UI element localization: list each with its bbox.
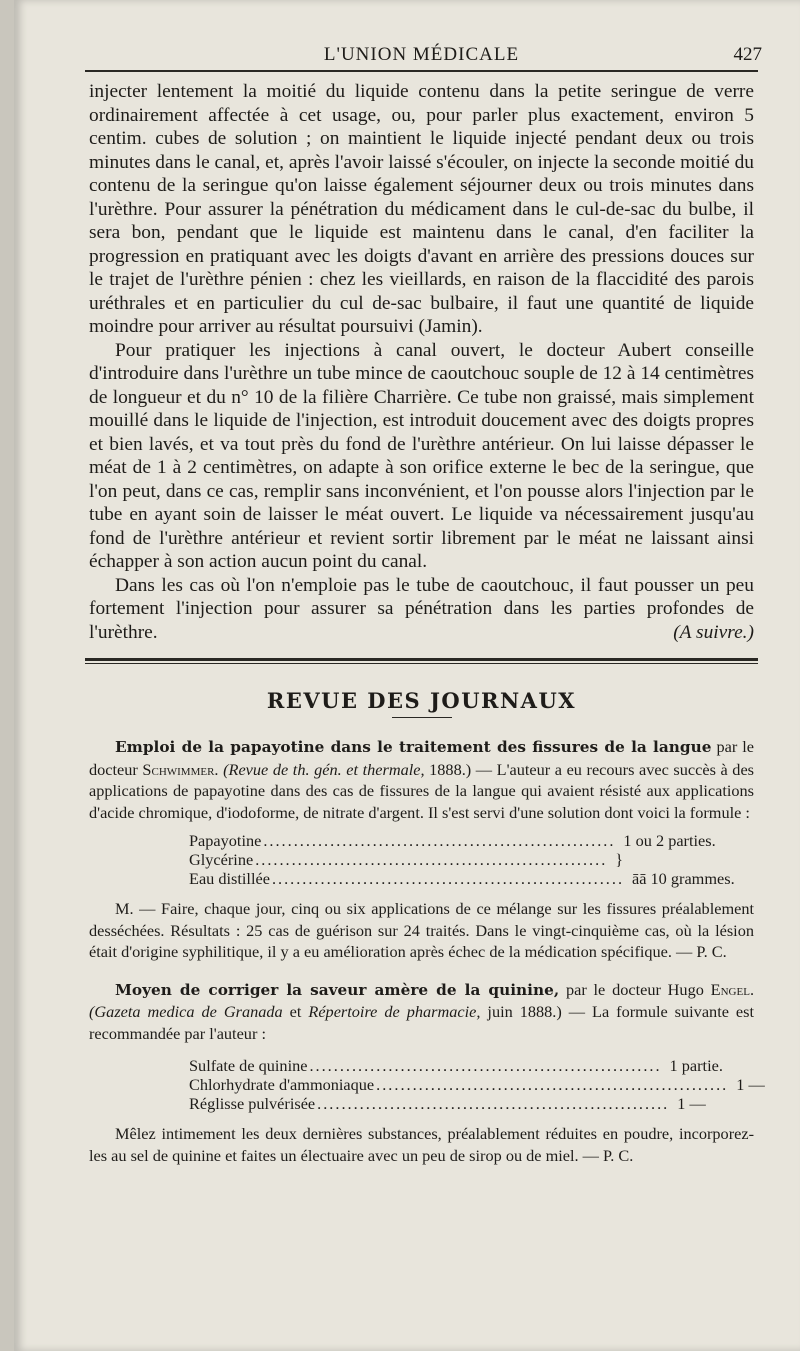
running-title: L'UNION MÉDICALE xyxy=(323,44,520,65)
formula-papayotine xyxy=(189,831,735,888)
formula-row: Papayotine .......................................................... 1 ou 2 parties. xyxy=(189,831,716,850)
article-continuation xyxy=(89,80,754,644)
article-2-title: Moyen de corriger la saveur amère de la quinine, xyxy=(115,980,560,999)
formula-row: Réglisse pulvérisée .......................................................... 1 — xyxy=(189,1094,706,1113)
article-1-body: 1888.) — L'auteur a eu recours avec succès à des applications de papayotine dans des cas de fissures de la langue qui avaient résisté aux applications d'acide chromique, d'iodoforme, de nitrate d'argent. Il s'est servi d'une solution dont voici la formule : xyxy=(89,759,755,822)
formula-row: Eau distillée .......................................................... āā 10 grammes. xyxy=(189,869,735,888)
author-name: Engel xyxy=(710,979,750,999)
formula-row: Glycérine .......................................................... } xyxy=(189,850,624,869)
section-divider xyxy=(85,658,758,664)
byline-prefix: par le docteur Hugo xyxy=(565,979,704,999)
formula-row: Sulfate de quinine .......................................................... 1 partie. xyxy=(189,1056,723,1075)
page-content xyxy=(89,40,765,1166)
article-2-text: Mêlez intimement les deux dernières substances, préalablement réduites en poudre, incorporez-les au sel de quinine et faites un électuaire avec un peu de sirop ou de miel. — P. C. xyxy=(89,1124,754,1165)
article-1-text: M. — Faire, chaque jour, cinq ou six applications de ce mélange sur les fissures préalablement desséchées. Résultats : 25 cas de guérison sur 24 traités. Dans le vingt-cinquième cas, où la lésion était d'origine syphilitique, il y a eu amélioration après échec de la médication spécifique. — P. C. xyxy=(89,899,754,961)
section-title: REVUE DES JOURNAUX xyxy=(266,688,577,713)
header-rule xyxy=(85,70,758,72)
byline-prefix: par le docteur xyxy=(89,737,754,779)
journal-name: Répertoire de pharmacie, xyxy=(308,1002,481,1021)
article-2-intro: Moyen de corriger la saveur amère de la quinine, par le docteur Hugo Engel. (Gazeta medica de Granada et Répertoire de pharmacie, juin 1888.) — La formule suivante est recommandée par l'auteur : xyxy=(89,979,755,1043)
paragraph: injecter lentement la moitié du liquide contenu dans la petite seringue de verre ordinairement affectée à cet usage, ou, pour parler plus exactement, environ 5 centim. cubes de solution ; on maintient le liquide injecté pendant deux ou trois minutes dans le canal, et, après l'avoir laissé s'écouler, on injecte la seconde moitié du contenu de la seringue qu'on laisse également séjourner deux ou trois minutes dans l'urèthre. Pour assurer la pénétration du médicament dans le cul-de-sac du bulbe, il sera bon, pendant que le liquide est maintenu dans le canal, d'en faciliter la progression en pratiquant avec les doigts d'avant en arrière des pressions douces sur le trajet de l'urèthre pénien : chez les vieillards, en raison de la flaccidité des parois uréthrales et en particulier du cul de-sac bulbaire, il faut une quantité de liquide moindre pour arriver au résultat poursuivi (Jamin). xyxy=(89,81,754,337)
article-1-title: Emploi de la papayotine dans le traitement des fissures de la langue xyxy=(115,738,712,756)
author-name: Schwimmer xyxy=(142,759,215,779)
article-1-intro: Emploi de la papayotine dans le traitement des fissures de la langue par le docteur Schwimmer. (Revue de th. gén. et thermale, 1888.) — L'auteur a eu recours avec succès à des applications de papayotine dans des cas de fissures de la langue qui avaient résisté aux applications d'acide chromique, d'iodoforme, de nitrate d'argent. Il s'est servi d'une solution dont voici la formule : xyxy=(89,737,755,822)
article-papayotine xyxy=(89,736,754,963)
journal-name: (Gazeta medica de Granada xyxy=(89,1002,283,1021)
running-head xyxy=(89,40,762,70)
paragraph xyxy=(89,574,754,645)
formula-quinine xyxy=(189,1056,765,1113)
a-suivre: (A suivre.) xyxy=(673,621,754,643)
page-number: 427 xyxy=(733,44,762,65)
article-2-body: juin 1888.) — La formule suivante est recommandée par l'auteur : xyxy=(89,1002,755,1043)
paragraph-text: Dans les cas où l'on n'emploie pas le tube de caoutchouc, il faut pousser un peu fortement l'injection pour assurer sa pénétration dans les parties profondes de l'urèthre. xyxy=(89,574,754,643)
formula-row: Chlorhydrate d'ammoniaque .......................................................... 1 — xyxy=(189,1075,765,1094)
journal-name: (Revue de th. gén. et thermale, xyxy=(223,759,425,779)
page xyxy=(14,0,800,1351)
title-underline xyxy=(392,717,452,718)
article-quinine xyxy=(89,979,765,1167)
paragraph: Pour pratiquer les injections à canal ouvert, le docteur Aubert conseille d'introduire dans l'urèthre un tube mince de caoutchouc souple de 12 à 14 centimètres de longueur et du n° 10 de la filière Charrière. Ce tube non graissé, mais simplement mouillé dans le liquide de l'injection, est introduit doucement avec des doigts propres et bien lavés, et va tout près du fond de l'urèthre antérieur. On lui laisse dépasser le méat de 1 à 2 centimètres, on adapte à son orifice externe le bec de la seringue, que l'on peut, dans ce cas, remplir sans inconvénient, et l'on pousse alors l'injection par le tube en ayant soin de laisser le méat ouvert. Le liquide va nécessairement jusqu'au fond de l'urèthre antérieur et revient sortir librement par le méat ne laissant ainsi échapper à son action aucun point du canal. xyxy=(89,339,754,572)
